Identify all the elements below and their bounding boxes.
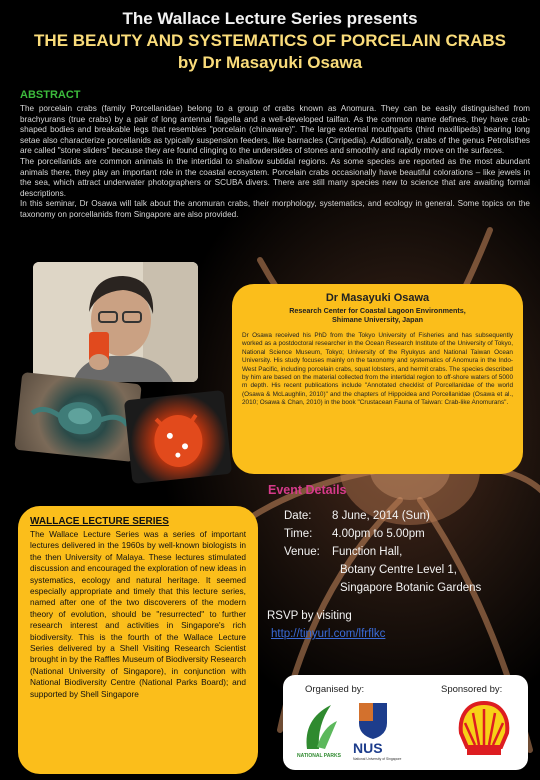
sponsored-by-label: Sponsored by: xyxy=(441,684,503,695)
abstract-heading: ABSTRACT xyxy=(20,89,81,101)
date-value: 8 June, 2014 (Sun) xyxy=(332,510,430,522)
sponsor-box xyxy=(283,675,528,770)
lecture-series-title: WALLACE LECTURE SERIES xyxy=(30,516,169,527)
date-label: Date: xyxy=(284,510,312,522)
nus-logo-subtext: National University of Singapore xyxy=(353,757,402,761)
series-title: The Wallace Lecture Series presents xyxy=(122,9,418,28)
venue-value-line-1: Function Hall, xyxy=(332,546,403,558)
lecture-series-text: The Wallace Lecture Series was a series of important lectures delivered in the 1960s by well-known biologists in the then University of Malaya. These lectures stimulated discussion and encouraged the exploration of new ideas in systematics, ecology and natural heritage. It seemed especially appropriate and timely that this lecture series, named after one of the two discoverers of the modern theory of evolution, should be "resurrected" to further research interest and activities in Singapore's rich biodiversity. This is the fourth of the Wallace Lecture Series delivered by a Shell Visiting Research Scientist brought in by the Raffles Museum of Biodiversity Research (National University of Singapore), in conjunction with National Biodiversity Centre (National Parks Board); and supported by Shell Singapore xyxy=(30,529,246,699)
red-crab-image xyxy=(124,390,232,484)
event-time-row xyxy=(268,525,533,543)
crab-photo-green xyxy=(14,372,141,462)
speaker-photo xyxy=(33,262,198,382)
event-venue-row xyxy=(268,543,533,561)
time-label: Time: xyxy=(284,528,313,540)
bio-institution-line-2: Shimane University, Japan xyxy=(332,315,423,324)
poster-header xyxy=(0,8,540,74)
abstract-paragraph-1: The porcelain crabs (family Porcellanidae) belong to a group of crabs known as Anomura. They can be easily distinguished from brachyurans (true crabs) by a pair of long antennal flagella and a well-developed tailfan. As the common name defines, they have crab-shaped bodies and breakable legs that resembles "porcelain (chinaware)". The large external mouthparts (third maxillipeds) bearing long setae also characterize porcellanids as typically suspension feeders, like barnacles (Cirripedia). Additionally, crabs of the genus Petrolisthes are called "stone sliders" because they are found clinging to the undersides of stones and smoothly and rapidly move on the surfaces. xyxy=(20,104,530,156)
national-parks-logo xyxy=(297,699,341,759)
time-value: 4.00pm to 5.00pm xyxy=(332,528,425,540)
speaker-portrait-image xyxy=(33,262,198,382)
nus-logo-text: NUS xyxy=(353,740,383,756)
bio-speaker-name: Dr Masayuki Osawa xyxy=(325,292,430,304)
rsvp-link[interactable]: http://tinyurl.com/lfrflkc xyxy=(271,628,386,640)
speaker-bio-box xyxy=(232,284,523,474)
venue-label: Venue: xyxy=(284,546,320,558)
event-date-row xyxy=(268,507,533,525)
rsvp-label: RSVP by visiting xyxy=(267,610,352,622)
shell-logo xyxy=(455,699,513,759)
rsvp-section xyxy=(267,610,385,640)
event-title: Event Details xyxy=(268,483,347,497)
abstract-paragraph-3: In this seminar, Dr Osawa will talk about the anomuran crabs, their morphology, systematics, and ecology in general. Some topics on the taxonomy on porcellanids from Singapore are also provided. xyxy=(20,199,530,219)
bio-institution xyxy=(242,306,513,324)
organised-by-label: Organised by: xyxy=(305,684,365,695)
venue-line-3: Singapore Botanic Gardens xyxy=(340,582,482,594)
crab-photo-red xyxy=(124,390,232,484)
bio-text: Dr Osawa received his PhD from the Tokyo University of Fisheries and has subsequently worked as a postdoctoral researcher in the Ocean Research Institute of the University of Tokyo, National Science Museum, Tokyo; University of the Ryukyus and National Taiwan Ocean University. His study focuses mainly on the taxonomy and systematics of Anomura in the Indo-West Pacific, including porcelain crabs, squat lobsters, and hermit crabs. The species described by him are based on the material collected from the intertidal region to off-shore waters of 5000 m depth. His recent publications include "Annotated checklist of Porcellanidae of the world (Osawa & McLaughlin, 2010)" and the chapters of Hippoidea and Porcellanidae (Osawa et al., 2010; Osawa & Chan, 2010) in the book "Crustacean Fauna of Taiwan: Crab-like Anomurans". xyxy=(242,332,513,407)
abstract-paragraph-2: The porcellanids are common animals in the intertidal to shallow subtidal regions. As some species are reported as the most abundant animals there, they play an important role in the coastal ecosystem. Porcelain crabs occasionally have beautiful colorations – like jewels in the sea, which attract underwater photographers or SCUBA divers. There are still many species new to science that are awaiting formal descriptions. xyxy=(20,156,530,198)
lecture-title: THE BEAUTY AND SYSTEMATICS OF PORCELAIN CRABS xyxy=(34,31,506,50)
bio-institution-line-1: Research Center for Coastal Lagoon Environments, xyxy=(289,306,466,315)
wallace-lecture-box xyxy=(18,506,258,774)
abstract-section xyxy=(20,89,530,221)
green-crab-image xyxy=(14,372,141,462)
venue-line-2: Botany Centre Level 1, xyxy=(340,564,457,576)
national-parks-logo-text: NATIONAL PARKS xyxy=(297,753,341,759)
nus-logo xyxy=(351,701,403,763)
speaker-line: by Dr Masayuki Osawa xyxy=(177,53,363,72)
event-details xyxy=(268,483,533,597)
